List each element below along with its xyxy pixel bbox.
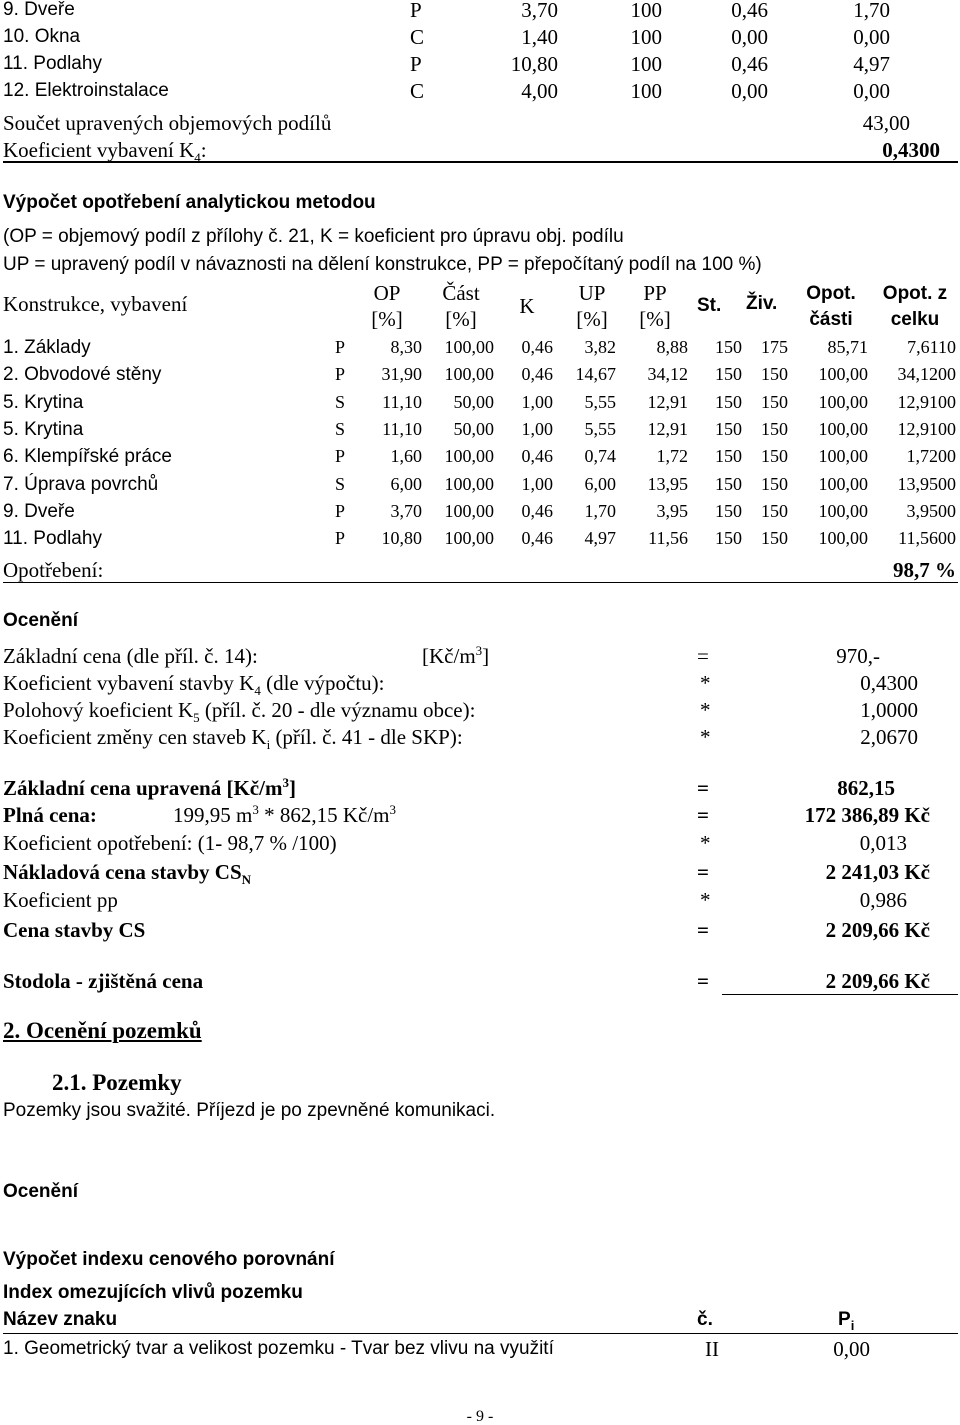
barn-price-value: 2 209,66 Kč [825, 969, 930, 993]
full-price-value: 172 386,89 Kč [804, 803, 930, 827]
row-part: 50,00 [453, 391, 494, 412]
row-ziv: 150 [761, 446, 788, 467]
col-name-header: Konstrukce, vybavení [3, 292, 188, 316]
row-opot2: 1,7200 [906, 446, 956, 467]
row-up: 6,00 [584, 473, 616, 494]
row-name: 6. Klempířské práce [3, 446, 172, 468]
row-code: P [335, 364, 346, 385]
divider [3, 582, 958, 583]
row-v1: 1,40 [521, 25, 558, 49]
row-name: 5. Krytina [3, 391, 84, 413]
pp-coef-value: 0,986 [859, 888, 907, 912]
row-code: P [335, 500, 346, 521]
row-name: 9. Dveře [3, 500, 75, 522]
full-price-expr: 199,95 $m^3 * 862,15$ $Kč/m^3$ [173, 802, 396, 827]
row-st: 150 [715, 418, 742, 439]
wear-label: Opotřebení: [3, 558, 104, 582]
row-name: 5. Krytina [3, 418, 84, 440]
row-part: 100,00 [444, 473, 494, 494]
ki-coef-op: * [700, 725, 711, 749]
k4-value: 0,4300 [882, 138, 940, 162]
row-k: 1,00 [521, 391, 553, 412]
row-ziv: 150 [761, 364, 788, 385]
col-up-unit: [%] [576, 307, 608, 331]
col-opot1-sub: části [809, 309, 853, 330]
row-opot1: 100,00 [818, 446, 868, 467]
limits-header-p: $P_i$ [838, 1309, 855, 1333]
divider [3, 1333, 958, 1334]
row-st: 150 [715, 364, 742, 385]
row-op: 1,60 [390, 446, 422, 467]
row-part: 100,00 [444, 364, 494, 385]
row-pp: 3,95 [656, 500, 688, 521]
row-v1: 10,80 [510, 52, 558, 76]
wear-coef-op: * [700, 831, 711, 855]
ki-coef-value: 2,0670 [860, 725, 918, 749]
k4-coef-label: Koeficient vybavení stavby $K_4$ (dle výpočtu): [3, 671, 385, 699]
col-pp-header: PP [643, 281, 667, 305]
row-code: C [410, 79, 425, 103]
building-price-op: = [697, 918, 709, 942]
row-name: 7. Úprava povrchů [3, 473, 159, 495]
sum-value: 43,00 [862, 111, 910, 135]
sum-label: Součet upravených objemových podílů [3, 111, 332, 135]
row-v2: 100 [630, 0, 662, 22]
adjusted-price-label: Základní cena upravená $[Kč/m^3]$ [3, 775, 296, 800]
row-op: 6,00 [390, 473, 422, 494]
adjusted-price-op: = [697, 776, 709, 800]
valuation-title-2: Ocenění [3, 1181, 78, 1202]
row-pp: 34,12 [647, 364, 688, 385]
col-opot1-header: Opot. [806, 283, 856, 304]
limits-header-no: č. [697, 1309, 713, 1330]
cost-price-op: = [697, 860, 709, 884]
analytic-line-1: (OP = objemový podíl z přílohy č. 21, K = koeficient pro úpravu obj. podílu [3, 226, 624, 247]
pp-coef-op: * [700, 888, 711, 912]
row-ziv: 150 [761, 418, 788, 439]
row-opot1: 100,00 [818, 364, 868, 385]
row-code: P [410, 0, 422, 22]
full-price-label: Plná cena: [3, 803, 97, 827]
ki-coef-label: Koeficient změny cen staveb $K_i$ (příl. č. 41 - dle SKP): [3, 725, 463, 753]
col-pp-unit: [%] [639, 307, 671, 331]
limits-header-name: Název znaku [3, 1309, 118, 1330]
row-st: 150 [715, 473, 742, 494]
row-code: P [335, 446, 346, 467]
row-ziv: 150 [761, 528, 788, 549]
row-ziv: 150 [761, 391, 788, 412]
row-k: 0,46 [521, 364, 553, 385]
col-k-header: K [519, 294, 535, 318]
row-name: 9. Dveře [3, 0, 75, 20]
row-ziv: 150 [761, 473, 788, 494]
plots-description: Pozemky jsou svažité. Příjezd je po zpevněné komunikaci. [3, 1100, 496, 1121]
row-op: 11,10 [382, 418, 422, 439]
row-name: 10. Okna [3, 26, 81, 47]
row-v1: 4,00 [521, 79, 558, 103]
wear-coef-value: 0,013 [859, 831, 907, 855]
row-opot2: 12,9100 [897, 391, 956, 412]
row-name: 1. Geometrický tvar a velikost pozemku - Tvar bez vlivu na využití [3, 1338, 554, 1359]
row-k: 1,00 [521, 473, 553, 494]
row-name: 11. Podlahy [3, 528, 102, 550]
row-code: S [335, 391, 346, 412]
section-title-plots: 2. Ocenění pozemků [3, 1018, 202, 1043]
row-st: 150 [715, 500, 742, 521]
row-v3: 0,46 [731, 52, 768, 76]
row-pp: 12,91 [647, 391, 688, 412]
row-k: 0,46 [521, 528, 553, 549]
row-code: P [410, 52, 422, 76]
pp-coef-label: Koeficient pp [3, 888, 118, 912]
row-name: 11. Podlahy [3, 53, 102, 74]
row-v1: 3,70 [521, 0, 558, 22]
analytic-line-2: UP = upravený podíl v návaznosti na dělení konstrukce, PP = přepočítaný podíl na 100 %) [3, 254, 762, 275]
underline [722, 994, 958, 995]
row-up: 4,97 [584, 528, 616, 549]
row-opot1: 85,71 [827, 337, 868, 357]
row-part: 50,00 [453, 418, 494, 439]
row-k: 1,00 [521, 418, 553, 439]
divider [3, 161, 958, 163]
row-pp: 1,72 [656, 446, 688, 467]
row-v2: 100 [630, 52, 662, 76]
row-v3: 0,00 [731, 25, 768, 49]
k4-label: Koeficient vybavení $K_4$: [3, 138, 207, 166]
row-code: P [335, 337, 346, 357]
row-op: 11,10 [382, 391, 422, 412]
row-code: S [335, 418, 346, 439]
col-st-header: St. [697, 295, 722, 316]
row-p: 0,00 [833, 1337, 870, 1361]
page-number: - 9 - [466, 1408, 494, 1425]
row-v4: 4,97 [853, 52, 890, 76]
col-op-unit: [%] [371, 307, 403, 331]
col-op-header: OP [373, 281, 401, 305]
row-up: 5,55 [584, 418, 616, 439]
row-opot2: 3,9500 [906, 500, 956, 521]
col-opot2-header: Opot. z [882, 283, 948, 304]
row-v3: 0,00 [731, 79, 768, 103]
row-v4: 1,70 [853, 0, 890, 22]
row-op: 8,30 [390, 337, 422, 357]
building-price-label: Cena stavby CS [3, 918, 146, 942]
wear-coef-label: Koeficient opotřebení: (1- 98,7 % /100) [3, 831, 337, 855]
row-pp: 8,88 [656, 337, 688, 357]
row-code: C [410, 25, 425, 49]
row-op: 31,90 [381, 364, 422, 385]
row-pp: 13,95 [647, 473, 688, 494]
barn-price-label: Stodola - zjištěná cena [3, 969, 204, 993]
k4-coef-op: * [700, 671, 711, 695]
row-no: II [705, 1337, 719, 1361]
row-k: 0,46 [521, 337, 553, 357]
k5-coef-label: Polohový koeficient $K_5$ (příl. č. 20 - dle významu obce): [3, 698, 476, 726]
row-k: 0,46 [521, 446, 553, 467]
cost-price-label: Nákladová cena stavby $CS_N$ [3, 860, 252, 888]
row-opot2: 13,9500 [897, 473, 956, 494]
analytic-title: Výpočet opotřebení analytickou metodou [3, 192, 376, 213]
row-op: 3,70 [390, 500, 422, 521]
k5-coef-op: * [700, 698, 711, 722]
row-part: 100,00 [444, 500, 494, 521]
row-st: 150 [715, 528, 742, 549]
row-opot2: 11,5600 [898, 528, 956, 549]
base-price-unit: $[Kč/m^3]$ [422, 643, 490, 668]
k5-coef-value: 1,0000 [860, 698, 918, 722]
row-opot1: 100,00 [818, 528, 868, 549]
row-v3: 0,46 [731, 0, 768, 22]
row-st: 150 [715, 391, 742, 412]
index-title: Výpočet indexu cenového porovnání [3, 1249, 335, 1270]
base-price-value: 970,- [836, 644, 880, 668]
row-name: 2. Obvodové stěny [3, 364, 162, 386]
row-v4: 0,00 [853, 79, 890, 103]
row-opot2: 7,6110 [907, 337, 956, 357]
col-opot2-sub: celku [890, 309, 940, 330]
row-opot2: 34,1200 [897, 364, 956, 385]
row-opot1: 100,00 [818, 418, 868, 439]
valuation-title: Ocenění [3, 610, 78, 631]
row-name: 12. Elektroinstalace [3, 80, 169, 101]
row-opot1: 100,00 [818, 391, 868, 412]
row-opot1: 100,00 [818, 473, 868, 494]
row-op: 10,80 [381, 528, 422, 549]
col-up-header: UP [578, 281, 606, 305]
base-price-op: = [697, 644, 709, 668]
row-v4: 0,00 [853, 25, 890, 49]
k4-coef-value: 0,4300 [860, 671, 918, 695]
row-name: 1. Základy [3, 337, 91, 358]
col-ziv-header: Živ. [746, 293, 778, 314]
row-opot2: 12,9100 [897, 418, 956, 439]
wear-value: 98,7 % [893, 558, 956, 582]
row-k: 0,46 [521, 500, 553, 521]
row-ziv: 175 [761, 337, 788, 357]
building-price-value: 2 209,66 Kč [825, 918, 930, 942]
row-part: 100,00 [444, 337, 494, 357]
row-part: 100,00 [444, 528, 494, 549]
barn-price-op: = [697, 969, 709, 993]
row-up: 0,74 [584, 446, 616, 467]
row-st: 150 [715, 337, 742, 357]
row-pp: 11,56 [648, 528, 688, 549]
cost-price-value: 2 241,03 Kč [825, 860, 930, 884]
row-st: 150 [715, 446, 742, 467]
adjusted-price-value: 862,15 [837, 776, 895, 800]
row-up: 14,67 [575, 364, 616, 385]
base-price-label: Základní cena (dle příl. č. 14): [3, 644, 258, 668]
row-opot1: 100,00 [818, 500, 868, 521]
limits-title: Index omezujících vlivů pozemku [3, 1282, 303, 1303]
row-code: P [335, 528, 346, 549]
row-ziv: 150 [761, 500, 788, 521]
row-code: S [335, 473, 346, 494]
row-up: 3,82 [584, 337, 616, 357]
row-up: 1,70 [584, 500, 616, 521]
row-part: 100,00 [444, 446, 494, 467]
subsection-title-plots: 2.1. Pozemky [52, 1070, 182, 1095]
row-pp: 12,91 [647, 418, 688, 439]
col-part-unit: [%] [445, 307, 477, 331]
row-v2: 100 [630, 25, 662, 49]
row-up: 5,55 [584, 391, 616, 412]
row-v2: 100 [630, 79, 662, 103]
full-price-op: = [697, 803, 709, 827]
col-part-header: Část [442, 281, 480, 305]
